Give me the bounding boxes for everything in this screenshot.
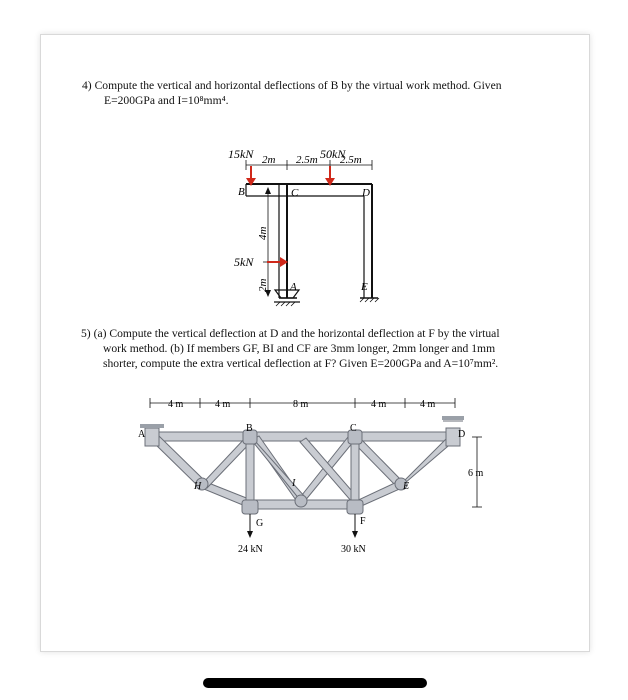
dim-top-3: 8 m — [293, 399, 309, 410]
member-BG — [246, 441, 254, 509]
member-GI-alt — [249, 437, 306, 500]
load-50kn-label: 50kN — [320, 147, 346, 161]
label-A: A — [290, 281, 297, 293]
label-E: E — [361, 281, 368, 293]
problem-4-line2: E=200GPa and I=10⁸mm⁴. — [104, 94, 229, 107]
dim-25m-a: 2.5m — [296, 154, 318, 166]
problem-5-line1: (a) Compute the vertical deflection at D and the horizontal deflection at F by the virtual — [93, 327, 500, 340]
dim-4m: 4m — [257, 226, 269, 240]
load-F-label: 30 kN — [341, 544, 366, 555]
node-F: F — [360, 516, 366, 527]
dim-top-4: 4 m — [371, 399, 387, 410]
member-BH — [200, 437, 252, 488]
home-indicator-bar[interactable] — [203, 678, 427, 688]
label-B: B — [238, 186, 245, 198]
problem-4-number: 4) — [82, 79, 92, 92]
node-G: G — [256, 518, 264, 529]
support-A-pin — [145, 428, 159, 446]
label-D: D — [362, 187, 370, 199]
dim-2m-side: 2m — [257, 278, 269, 292]
node-E: E — [403, 481, 410, 492]
dim-25m-b: 2.5m — [340, 154, 362, 166]
load-G-label: 24 kN — [238, 544, 263, 555]
node-I: I — [292, 478, 296, 489]
dim-top-2: 4 m — [215, 399, 231, 410]
node-A: A — [138, 429, 146, 440]
node-H: H — [194, 481, 202, 492]
problem-5-line3: shorter, compute the extra vertical deflection at F? Given E=200GPa and A=10⁷mm². — [103, 357, 499, 370]
truss-top-chord — [150, 432, 455, 441]
node-C: C — [350, 423, 357, 434]
node-D: D — [458, 429, 466, 440]
problem-5-number: 5) — [81, 327, 91, 340]
load-5kn-label: 5kN — [234, 255, 254, 269]
dim-2m-top: 2m — [262, 154, 276, 166]
problem-4-line1: Compute the vertical and horizontal deflections of B by the virtual work method. Given — [94, 79, 502, 92]
member-CF — [351, 441, 359, 509]
node-B: B — [246, 423, 253, 434]
dim-top-5: 4 m — [420, 399, 436, 410]
load-15kn-label: 15kN — [228, 147, 254, 161]
problem-5-line2: work method. (b) If members GF, BI and CF are 3mm longer, 2mm longer and 1mm — [103, 342, 496, 355]
label-C: C — [291, 187, 299, 199]
dim-height: 6 m — [468, 468, 484, 479]
dim-top-1: 4 m — [168, 399, 184, 410]
